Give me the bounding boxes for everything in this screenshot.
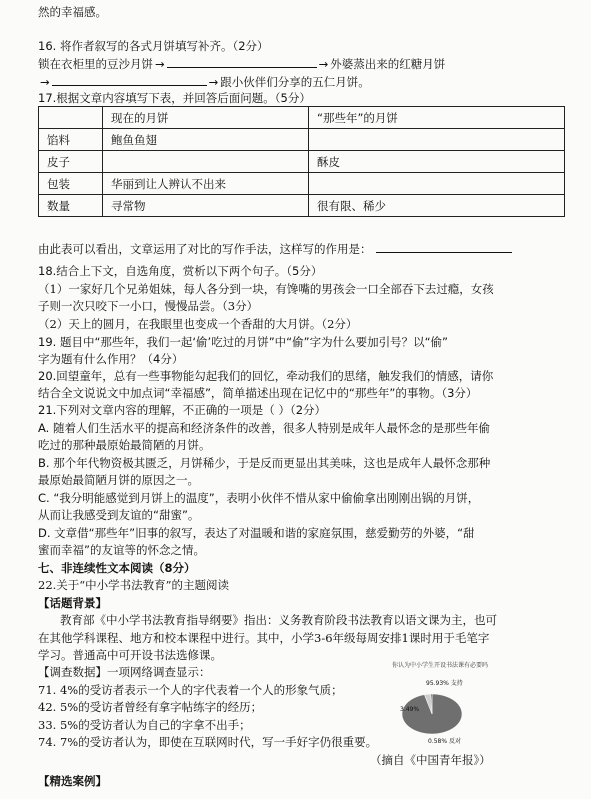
question-16: 16. 将作者叙写的各式月饼填写补齐。（2分） xyxy=(38,39,269,53)
answer-blank[interactable] xyxy=(52,75,207,86)
option-d-line-2: 蜜而幸福”的友谊等的怀念之情。 xyxy=(38,543,205,557)
survey-item: 42. 5%的受访者曾经有拿字帖练字的经历； xyxy=(38,700,263,714)
option-a-line-1: A. 随着人们生活水平的提高和经济条件的改善，很多人特别是成年人最怀念的是那些年偷 xyxy=(38,421,490,435)
table-cell: 华丽到让人辨认不出来 xyxy=(103,173,309,195)
table-header-cell xyxy=(39,107,103,129)
table-cell: 寻常物 xyxy=(103,195,309,217)
quote-2: （2）天上的圆月，在我眼里也变成一个香甜的大月饼。（2分） xyxy=(38,317,358,331)
background-heading: 【话题背景】 xyxy=(38,596,107,610)
source-citation: （摘自《中国青年报》） xyxy=(370,753,491,767)
survey-item: 71. 4%的受访者表示一个人的字代表着一个人的形象气质； xyxy=(38,683,343,697)
table-header-cell: “那些年”的月饼 xyxy=(309,107,565,129)
arrow-icon: → xyxy=(208,75,219,89)
chart-title: 你认为中小学生开设书法课有必要吗 xyxy=(392,662,489,669)
pie-label-oppose: 0.58% 反对 xyxy=(428,738,461,745)
option-b-line-2: 最原始最简陋月饼的原因之一。 xyxy=(38,473,199,487)
table-cell: 酥皮 xyxy=(309,151,565,173)
survey-heading: 【调查数据】一项网络调查显示： xyxy=(38,665,211,679)
option-c-line-1: C. “我分明能感觉到月饼上的温度”，表明小伙伴不惜从家中偷偷拿出刚刚出锅的月饼， xyxy=(38,491,480,505)
question-16-chain-2 xyxy=(38,74,370,90)
pie-label-neutral: 3.49% xyxy=(400,706,420,713)
option-d-line-1: D. 文章借“那些年”旧事的叙写，表达了对温暖和谐的家庭氛围，慈爱勤劳的外婆，“甜 xyxy=(38,526,475,540)
table-cell: 鲍鱼鱼翅 xyxy=(103,129,309,151)
question-17-tail xyxy=(38,241,512,257)
question-21: 21.下列对文章内容的理解，不正确的一项是（ ）（2分） xyxy=(38,403,327,417)
comparison-table xyxy=(38,106,565,217)
mooncake-1: 锁在衣柜里的豆沙月饼 xyxy=(38,57,153,71)
option-c-line-2: 从而让我感受到友谊的“甜蜜”。 xyxy=(38,508,200,522)
table-row xyxy=(39,129,565,151)
mooncake-2: 外婆蒸出来的红糖月饼 xyxy=(330,57,446,71)
section-7-heading: 七、非连续性文本阅读（8分） xyxy=(38,561,196,575)
option-a-line-2: 吃过的那种最原始最简陋的月饼。 xyxy=(38,438,211,452)
question-19-line-1: 19. 题目中“那些年，我们一起‘偷’吃过的月饼”中“偷”字为什么要加引号？以“偷” xyxy=(38,335,448,349)
table-row xyxy=(39,173,565,195)
option-b-line-1: B. 那个年代物资极其匮乏，月饼稀少，于是反而更显出其美味，这也是成年人最怀念那种 xyxy=(38,456,491,470)
question-20-line-1: 20.回望童年，总有一些事物能勾起我们的回忆，牵动我们的思绪，触发我们的情感，请你 xyxy=(38,369,494,383)
question-18: 18.结合上下文，自选角度，赏析以下两个句子。（5分） xyxy=(38,264,323,278)
table-header-cell: 现在的月饼 xyxy=(103,107,309,129)
cases-heading: 【精选案例】 xyxy=(38,774,107,788)
answer-blank[interactable] xyxy=(167,57,317,68)
arrow-icon: → xyxy=(40,75,50,89)
survey-item: 33. 5%的受访者认为自己的字拿不出手； xyxy=(38,718,251,732)
background-line-1: 教育部《中小学书法教育指导纲要》指出：义务教育阶段书法教育以语文课为主，也可 xyxy=(60,613,497,627)
table-cell: 数量 xyxy=(39,195,103,217)
table-cell: 包装 xyxy=(39,173,103,195)
table-cell: 皮子 xyxy=(39,151,103,173)
table-cell: 很有限、稀少 xyxy=(309,195,565,217)
table-row xyxy=(39,151,565,173)
question-22: 22.关于“中小学书法教育”的主题阅读 xyxy=(38,578,230,592)
answer-blank[interactable] xyxy=(376,242,512,253)
arrow-icon: → xyxy=(318,57,329,71)
question-16-chain xyxy=(38,56,445,72)
mooncake-3: 跟小伙伴们分享的五仁月饼。 xyxy=(220,75,370,89)
table-cell[interactable] xyxy=(309,173,565,195)
question-19-line-2: 字为题有什么作用？（4分） xyxy=(38,352,184,366)
table-cell[interactable] xyxy=(103,151,309,173)
table-row xyxy=(39,195,565,217)
quote-1-line-1: （1）一家好几个兄弟姐妹，每人各分到一块，有馋嘴的男孩会一口全部吞下去过瘾，女孩 xyxy=(38,282,494,296)
table-cell[interactable] xyxy=(309,129,565,151)
table-header-row xyxy=(39,107,565,129)
question-20-line-2: 结合全文说说文中加点词“幸福感”，简单描述出现在记忆中的“那些年”的事物。（3分） xyxy=(38,386,478,400)
table-cell: 馅料 xyxy=(39,129,103,151)
survey-pie-chart xyxy=(392,660,568,758)
quote-1-line-2: 子则一次只咬下一小口，慢慢品尝。（3分） xyxy=(38,299,259,313)
survey-item: 74. 7%的受访者认为，即使在互联网时代，写一手好字仍很重要。 xyxy=(38,735,378,749)
question-17-prompt: 由此表可以看出，文章运用了对比的写作手法，这样写的作用是： xyxy=(38,242,372,256)
text-line: 然的幸福感。 xyxy=(38,5,107,19)
pie-label-support: 95.93% 支持 xyxy=(426,680,463,687)
question-17: 17.根据文章内容填写下表，并回答后面问题。（5分） xyxy=(38,91,311,105)
arrow-icon: → xyxy=(155,57,165,71)
background-line-2: 在其他学科课程、地方和校本课程中进行。其中，小学3-6年级每周安排1课时用于毛笔字 xyxy=(38,631,490,645)
background-line-3: 学习。普通高中可开设书法选修课。 xyxy=(38,648,222,662)
